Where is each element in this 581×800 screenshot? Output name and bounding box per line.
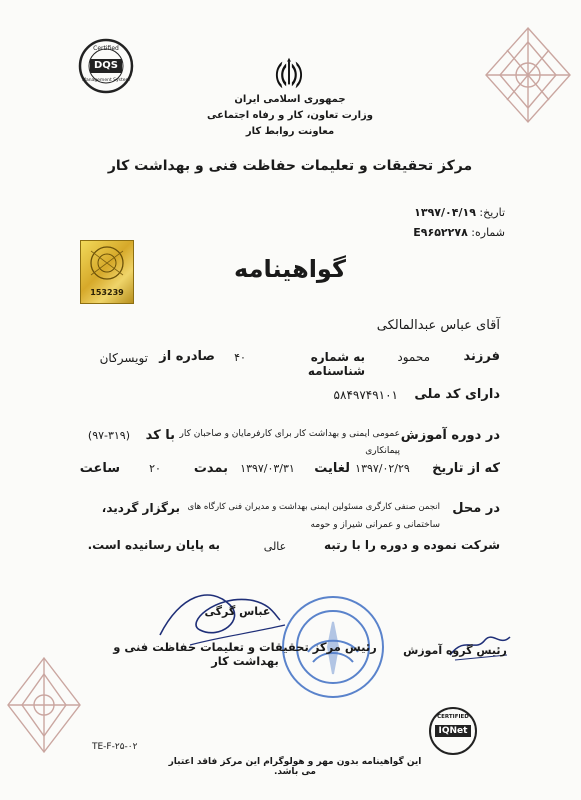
date-field [380, 206, 505, 219]
iran-emblem-icon [270, 54, 308, 92]
left-signatory-name: عباس گرگی [204, 605, 271, 618]
child-of-label: فرزند [463, 349, 500, 364]
left-signatory-title: رئیس مرکز تحقیقات و تعلیمات حفاظت فنی و بهداشت کار [113, 640, 377, 668]
course-value-2: پیمانکاری [365, 446, 400, 456]
dqs-certification-logo [78, 38, 134, 94]
completed-label: به پایان رسانیده است. [87, 538, 220, 552]
code-value: (۹۷-۳۱۹) [87, 429, 130, 442]
from-label: که از تاریخ [432, 461, 500, 476]
number-value: E۹۶۵۲۲۷۸ [413, 226, 468, 239]
national-id-value: ۵۸۴۹۷۴۹۱۰۱ [333, 388, 398, 402]
center-title: مرکز تحقیقات و تعلیمات حفاظت فنی و بهداشت کار [107, 158, 473, 174]
rank-value: عالی [263, 540, 287, 553]
place-value-1: انجمن صنفی کارگری مسئولین ایمنی بهداشت و مدیران فنی کارگاه های [187, 502, 440, 512]
recipient-name: آقای عباس عبدالمالکی [376, 318, 500, 333]
course-label: در دوره آموزش [400, 428, 500, 443]
number-label: شماره: [471, 226, 505, 239]
id-value: ۴۰ [234, 351, 246, 364]
to-value: ۱۳۹۷/۰۳/۳۱ [240, 462, 295, 475]
place-value-2: ساختمانی و عمرانی شیراز و حومه [310, 520, 440, 530]
national-id-label: دارای کد ملی [414, 387, 500, 402]
validity-note: این گواهینامه بدون مهر و هولوگرام این مرکز فاقد اعتبار می باشد. [168, 757, 422, 777]
form-code: TE-F-۲۵-۰۲ [92, 742, 138, 752]
header-line-republic: جمهوری اسلامی ایران [234, 94, 346, 105]
iqnet-logo [428, 706, 478, 756]
dqs-logo-bottom-text: Management System [82, 78, 130, 83]
to-label: لغایت [314, 461, 350, 476]
corner-ornament-bottom-left [4, 650, 84, 760]
code-label: با کد [145, 428, 175, 443]
dqs-logo-top-text: Certified [93, 45, 119, 52]
id-label: به شماره شناسنامه [307, 350, 365, 378]
place-label: در محل [452, 501, 500, 516]
hours-label: ساعت [79, 461, 120, 476]
header-line-ministry: وزارت تعاون، کار و رفاه اجتماعی [207, 110, 373, 121]
date-label: تاریخ: [479, 206, 505, 219]
certificate-title: گواهینامه [234, 255, 346, 283]
right-signatory-title: رئیس گروه آموزش [403, 644, 507, 657]
from-value: ۱۳۹۷/۰۲/۲۹ [355, 462, 410, 475]
duration-value: ۲۰ [149, 462, 161, 475]
hologram-icon [81, 241, 133, 287]
held-label: برگزار گردید، [101, 501, 180, 515]
number-field [370, 226, 505, 239]
iqnet-label: IQNet [438, 726, 468, 736]
iqnet-top-text: CERTIFIED [437, 714, 469, 720]
header-line-deputy: معاونت روابط کار [245, 126, 335, 137]
father-name: محمود [397, 350, 430, 364]
duration-label: بمدت [193, 461, 228, 476]
issued-value: تویسرکان [99, 351, 148, 365]
date-value: ۱۳۹۷/۰۴/۱۹ [414, 206, 476, 219]
issued-label: صادره از [159, 349, 215, 364]
hologram-seal [80, 240, 134, 304]
course-value-1: عمومی ایمنی و بهداشت کار برای کارفرمایان و صاحبان کار [179, 429, 400, 439]
hologram-code: 153239 [90, 288, 124, 297]
dqs-logo-text: DQS [93, 60, 118, 71]
corner-ornament-top-right [478, 20, 578, 130]
attend-label: شرکت نموده و دوره را با رتبه [323, 538, 500, 552]
